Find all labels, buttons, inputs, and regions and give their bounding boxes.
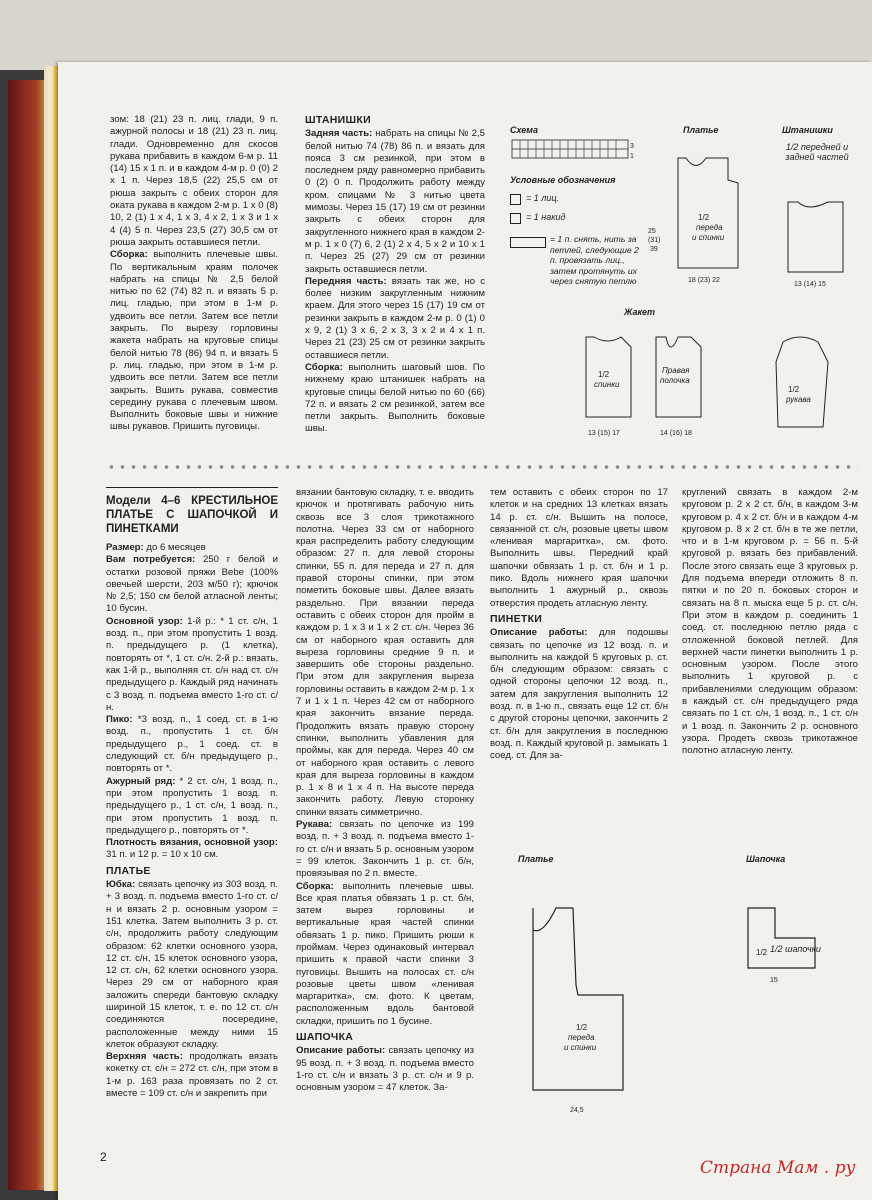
jacket-sleeve-diagram	[758, 332, 858, 447]
gauge-text: 31 п. и 12 р. = 10 х 10 см.	[106, 849, 219, 861]
hat-title: Шапочка	[746, 854, 786, 864]
skirt-label: Юбка:	[106, 879, 136, 891]
svg-text:13 (14) 15: 13 (14) 15	[794, 281, 826, 288]
lower-col3	[490, 487, 668, 763]
svg-text:и спинки: и спинки	[692, 233, 725, 242]
size-label: Размер:	[106, 542, 144, 553]
dress-heading: ПЛАТЬЕ	[106, 864, 151, 877]
pants-diagram-subtitle: 1/2 передней и задней частей	[785, 142, 849, 162]
svg-text:1/2: 1/2	[788, 385, 800, 394]
front-text: вязать так же, но с более низким закругленным нижним краем. Для этого через 15 (17) 19 см от резинки закрыть в каждом 2-м р. 0 (1) 0 х 9, 2 (1) 3 х 6, 2 х 3, 3 х 2 и 4 х 1 п. Через 21 (23) 25 см от резинки закрыть оставшиеся петли.	[305, 275, 485, 361]
svg-text:полочка: полочка	[660, 376, 690, 385]
schema-title: Схема	[510, 125, 538, 135]
legend-title: Условные обозначения	[510, 175, 616, 185]
hat-diagram	[730, 890, 840, 990]
background-top	[0, 0, 872, 70]
section-divider	[106, 464, 858, 470]
pants-diagram	[768, 182, 868, 292]
magazine-page	[58, 62, 872, 1200]
magazine-spine	[8, 80, 48, 1190]
stitch-chart	[510, 138, 635, 162]
model-title: Модели 4–6 КРЕСТИЛЬНОЕ ПЛАТЬЕ С ШАПОЧКОЙ И ПИНЕТКАМИ	[106, 487, 278, 536]
front-label: Передняя часть:	[305, 275, 387, 287]
back-text: набрать на спицы № 2,5 белой нитью 74 (78) 86 п. и вязать для пояса 3 см резинкой, при этом в последнем ряду равномерно прибавить 0 (2) 0 п. Продолжить работу между кром. спицами № 3 нитью цвета мимозы. Через 15 (17) 19 см от резинки закрыть с обеих сторон для закругленного нижнего края в каждом 2-м р. 1 х 0 (7) 6, 2 (1) 2 х 4, 5 х 2 и 10 х 1 п. Через 25 (27) 29 см от резинки закрыть оставшиеся петли.	[305, 128, 486, 275]
col1-sborka-label: Сборка:	[110, 249, 148, 261]
lower-col2	[296, 487, 474, 1095]
svg-text:14 (16) 18: 14 (16) 18	[660, 430, 692, 437]
sleeves-label: Рукава:	[296, 819, 333, 831]
upper-part-label: Верхняя часть:	[106, 1051, 183, 1063]
dress-cont-text: вязании бантовую складку, т. е. вводить крючок и протягивать рабочую нить сквозь все 3 слоя трикотажного полотна. Через 33 см от наборного края распределить работу следующим образом: 27 п. для левой стороны спинки, 55 п. для переда и 27 п. для правой стороны спинки, при этом пометить боковые швы. Далее вязать раздельно. При вязании переда оставить с обеих сторон для пройм в каждом р. 1 х 3 и 1 х 2 ст. с/н. Через 36 см от наборного края оставить для выреза горловины средние 9 п. и завершить обе стороны раздельно. При этом для закругления выреза горловины оставить в каждом 2-м р. 1 х 7 и 1 х 1 п. Через 42 см от наборного края закончить вязание переда. Продолжить вязать правую сторону спинки, выполнить убавления для проймы, как для переда. Через 40 см от наборного края оставить с левого края для выреза горловины в каждом р. 1 х 8 и 1 х 4 п. На высоте переда закончить работу. Левую сторонку спинки вязать симметрично.	[296, 487, 474, 818]
dress2-title: Платье	[518, 854, 554, 864]
booties-cont-text: круглений связать в каждом 2-м круговом р. 2 х 2 ст. б/н, в каждом 3-м круговом р. 4 х 2 ст. б/н и в каждом 4-м круговом р. 8 х 2 ст. б/н в те же петли, что и в 1-м круговом р. = 56 п. 5-й круговой р. вязать без прибавлений. После этого связать еще 3 круговых р. Для подъема впереди отложить 8 п. пятки и по 20 п. боковых сторон и связать на 8 п. мыска еще 5 р. ст. с/н. При этом в каждом р. соединить 1 соед. ст. последнюю петлю ряда с отложенной боковой петлей. Для верхней части пинетки выполнить 1 р. основным узором. После этого выполнить 1 круговой р. с прибавлениями следующим образом: в каждый ст. с/н предыдущего ряда связать по 1 ст. с/н, 1 возд. п., 1 ст. с/н и 1 возд. п. Закончить 2 р. основного узора. Продеть сквозь трикотажное полотно атласную ленту.	[682, 487, 858, 757]
svg-text:1/2: 1/2	[576, 1023, 588, 1032]
svg-text:3: 3	[630, 143, 634, 150]
jacket-diagram	[566, 317, 746, 442]
dress-diagram	[648, 138, 758, 288]
svg-text:1/2: 1/2	[598, 370, 610, 379]
svg-text:1/2: 1/2	[756, 948, 768, 957]
pants-diagram-title: Штанишки	[782, 125, 833, 135]
dress2-diagram	[498, 890, 678, 1120]
legend-cross: = 1 п. снять, нить за петлей, следующие 2 п. провязать лиц., затем протянуть их через снятую петлю	[550, 234, 639, 286]
svg-text:39: 39	[650, 246, 658, 253]
upper-col1	[110, 114, 278, 434]
svg-text:15: 15	[770, 977, 778, 984]
svg-text:спинки: спинки	[594, 380, 620, 389]
svg-text:1: 1	[630, 153, 634, 160]
booties-desc-text: для подошвы связать по цепочке из 12 возд. п. и выполнить на каждой 5 круговых р. ст. б/н следующим образом: связать с одной стороны цепочки 12 возд. п., затем для закругления выполнить 12 возд. п. в 1-ю п., связать еще 12 ст. б/н с другой стороны цепочки, закончить 2 ст. б/н для закругления в последнюю возд. п. Каждый круговой р. замыкать 1 соед. ст. Для за-	[490, 627, 668, 762]
svg-text:24,5: 24,5	[570, 1107, 584, 1114]
svg-text:1/2: 1/2	[698, 213, 710, 222]
assembly-label: Сборка:	[296, 880, 334, 892]
upper-part-text: продолжать вязать кокетку ст. с/н = 272 ст. с/н, при этом в 1-м р. 163 раза провязать по 2 ст. вместе = 109 ст. с/н и закрепить при	[106, 1051, 278, 1100]
materials-text: 250 г белой и остатки розовой пряжи Bebe (100% овечьей шерсти, 203 м/50 г); крючок № 2,5; 150 см белой атласной ленты; 10 бусин.	[106, 554, 278, 615]
picot-text: *3 возд. п., 1 соед. ст. в 1-ю возд. п., пропустить 1 ст. б/н предыдущего р., 1 соед. ст. в следующий ст. б/н предыдущего р., повторять от *.	[106, 714, 278, 775]
hat-heading: ШАПОЧКА	[296, 1031, 354, 1044]
gauge-label: Плотность вязания, основной узор:	[106, 837, 278, 849]
svg-text:(31): (31)	[648, 237, 661, 244]
col1-sborka-text: выполнить плечевые швы. По вертикальным краям полочек набрать на спицы № 2,5 белой нитью по 62 (74) 82 п. и вязать 5 р. лиц. гладью, при этом в 1-м р. удвоить все петли. Затем все петли закрыть. По вырезу горловины жакета набрать на круговые спицы белой нитью 78 (86) 94 п. и вязать 5 р. лиц. гладью, при этом в 1-м р. удвоить все петли. Затем все петли закрыть. Вшить рукава, совместив середину рукава с плечевым швом. Выполнить боковые швы и нижние швы рукавов. Пришить пуговицы.	[110, 249, 278, 433]
pants-heading: ШТАНИШКИ	[305, 114, 371, 126]
col2-sborka-text: выполнить шаговый шов. По нижнему краю штанишек набрать на круговые спицы белой нитью по 60 (66) 72 п. и вязать 2 см резинкой, затем все петли закрыть. Выполнить боковые швы.	[305, 361, 485, 435]
booties-desc-label: Описание работы:	[490, 627, 588, 639]
svg-text:и спинки: и спинки	[564, 1043, 597, 1052]
materials-label: Вам потребуется:	[106, 554, 196, 566]
hat-cont-text: тем оставить с обеих сторон по 17 клеток и на средних 13 клетках вязать 14 р. ст. с/н. Вышить на полосе, связанной ст. с/н, розовые цветы швом «ленивая маргаритка», см. фото. Выполнить швы. Передний край шапочки обвязать 1 р. ст. б/н и 1 р. пико. Вдоль нижнего края шапочки выполнить 1 ажурный р., сквозь отверстия продеть атласную ленту.	[490, 487, 668, 609]
svg-text:рукава: рукава	[786, 395, 811, 404]
page-number: 2	[100, 1150, 107, 1164]
legend-yo-icon	[510, 213, 521, 224]
svg-text:переда: переда	[568, 1033, 595, 1042]
assembly-text: выполнить плечевые швы. Все края платья обвязать 1 р. ст. б/н, затем вырез горловины и вертикальные края частей спинки обвязать 1 р. пико. Пришить рюши к проймам. Через одинаковый интервал пришить к правой части спинки 3 пуговицы. Вышить на полосах ст. с/н розовые цветы швом «ленивая маргаритка», см. фото. К цветам, расположенным вдоль бантовой складки, пришить по 1 бусине.	[296, 880, 474, 1027]
dress-diagram-title: Платье	[683, 125, 719, 135]
upper-col1-p1: зом: 18 (21) 23 п. лиц. глади, 9 п. ажурной полосы и 18 (21) 23 п. лиц. глади. Одновременно для скосов рукава прибавить в каждом 6-м р. 11 (14) 15 х 1 п. и в каждом 4-м р. 0 (0) 2 х 1 п. Через 18,5 (22) 25,5 см от рюша закрыть с обеих сторон для оката рукава в каждом 2-м р. 1 х 0 (8) 10, 2 (1) 1 х 4, 1 х 3, 4 х 2, 1 х 3 и 1 х 4 (4) 5 п. Через 23,5 (27) 30,5 см от рюша закрыть оставшиеся петли.	[110, 114, 278, 248]
hat-desc-label: Описание работы:	[296, 1045, 386, 1057]
picot-label: Пико:	[106, 714, 133, 726]
skirt-text: связать цепочку из 303 возд. п. + 3 возд. п. подъема вместо 1-го ст. с/н и вязать 2 р. основным узором = 151 клетка. Затем выполнить 3 р. ст. с/н, продолжить работу следующим образом: 62 клетки основного узора, 12 ст. с/н, 15 клеток основного узора, 12 ст. с/н, 62 клетки основного узора. Через 29 см от наборного края заложить спереди бантовую складку шириной 15 клеток, т. е. по 12 ст. с/н соединяются посередине, расположенные между ними 15 клеток образуют складку.	[106, 879, 278, 1050]
main-pattern-text: 1-й р.: * 1 ст. с/н, 1 возд. п., при этом пропустить 1 возд. п. предыдущего р. (1 клетка), повторять от *, 1 ст. с/н. 2-й р.: вязать, как 1-й р., выполняя ст. с/н над ст. с/н предыдущего р. Каждый ряд начинать с 3 возд. п. подъема вместо 1-го ст. с/н.	[106, 615, 278, 713]
legend-cross-icon	[510, 237, 546, 248]
lower-col4	[682, 487, 858, 758]
lace-row-label: Ажурный ряд:	[106, 775, 176, 787]
legend-yo: = 1 накид	[526, 212, 566, 222]
svg-text:Правая: Правая	[662, 366, 690, 375]
booties-heading: ПИНЕТКИ	[490, 612, 543, 625]
svg-text:25: 25	[648, 228, 656, 235]
hat-part-label: 1/2 шапочки	[770, 944, 821, 954]
svg-text:переда: переда	[696, 223, 723, 232]
col2-sborka-label: Сборка:	[305, 361, 343, 373]
hat-desc-text: связать цепочку из 95 возд. п. + 3 возд. п. подъема вместо 1-го ст. с/н и вязать 3 р. ст. с/н и 9 р. основным узором = 47 клеток. За-	[296, 1045, 475, 1094]
upper-col2	[305, 114, 485, 436]
size-text: до 6 месяцев	[143, 542, 206, 553]
sleeves-text: связать по цепочке из 199 возд. п. + 3 возд. п. подъема вместо 1-го ст. с/н и вязать 5 р. основным узором = 99 клеток. Закончить 1 р. ст. б/н, провязывая по 2 п. вместе.	[296, 819, 474, 880]
jacket-diagram-title: Жакет	[624, 307, 656, 317]
svg-text:13 (15) 17: 13 (15) 17	[588, 430, 620, 437]
back-label: Задняя часть:	[305, 128, 373, 140]
lace-row-text: * 2 ст. с/н, 1 возд. п., при этом пропустить 1 возд. п. предыдущего р., 1 ст. с/н, 1 возд. п., при этом пропустить 1 возд. п. предыдущего р., повторять от *.	[106, 775, 279, 836]
svg-text:18 (23) 22: 18 (23) 22	[688, 277, 720, 284]
legend-knit-icon	[510, 194, 521, 205]
lower-col1	[106, 487, 278, 1100]
legend-knit: = 1 лиц.	[526, 193, 559, 203]
watermark-text: Страна Мам . ру	[700, 1158, 856, 1178]
main-pattern-label: Основной узор:	[106, 615, 183, 627]
